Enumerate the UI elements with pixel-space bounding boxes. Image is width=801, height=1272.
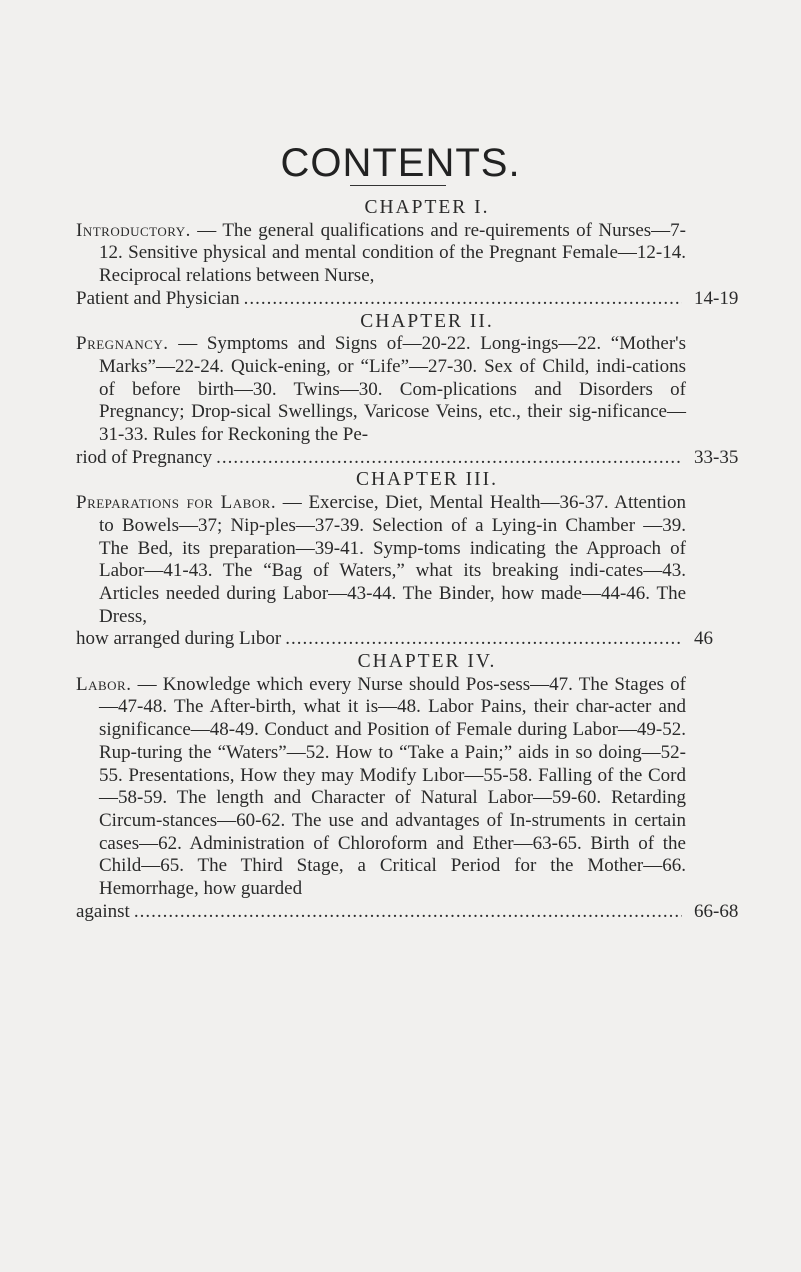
entry-last-text: riod of Pregnancy — [76, 446, 213, 468]
chapter-heading: CHAPTER I. — [364, 197, 490, 218]
entry-last-text: against — [76, 900, 130, 922]
title-rule — [350, 185, 446, 186]
page-range: 66-68 — [694, 900, 739, 922]
table-of-contents — [76, 197, 766, 924]
entry-last-line — [76, 900, 686, 924]
leader-dots — [216, 447, 682, 470]
entry-text: — Exercise, Diet, Mental Health—36-37. Attention to Bowels—37; Nip-ples—37-39. Selection of a Lying-in Chamber —39. The Bed, its preparation—39-41. Symp-toms indicating the Approach of Labor—41-43. The “Bag of Waters,” what its breaking indi-cates—43. Articles needed during Labor—43-44. The Binder, how made—44-46. The Dress, — [99, 492, 686, 627]
leader-dots — [134, 901, 682, 924]
page-title: CONTENTS. — [280, 141, 521, 185]
leader-dots — [285, 628, 682, 651]
toc-entry — [76, 333, 766, 469]
entry-text: — The general qualifications and re-quirements of Nurses—7-12. Sensitive physical and mental condition of the Pregnant Female—12-14. Reciprocal relations between Nurse, — [99, 219, 686, 287]
toc-entry — [76, 220, 766, 311]
page-range: 14-19 — [694, 287, 739, 309]
entry-lead: Introductory. — [76, 219, 191, 241]
toc-entry — [76, 674, 766, 924]
entry-text: — Symptoms and Signs of—20-22. Long-ings—22. “Mother's Marks”—22-24. Quick-ening, or “Life”—27-30. Sex of Child, indi-cations of before birth—30. Twins—30. Com-plications and Disorders of Pregnancy; Drop-sical Swellings, Varicose Veins, etc., their sig-nificance—31-33. Rules for Reckoning the Pe- — [99, 333, 686, 446]
toc-entry — [76, 492, 766, 651]
entry-last-line — [76, 628, 686, 651]
entry-last-line — [76, 446, 686, 470]
chapter-heading: CHAPTER II. — [360, 310, 494, 332]
entry-last-line — [76, 287, 686, 311]
page-range: 46 — [694, 628, 713, 650]
entry-lead: Labor. — [76, 673, 132, 695]
page-range: 33-35 — [694, 446, 739, 468]
chapter-heading: CHAPTER III. — [355, 469, 499, 491]
chapter-heading: CHAPTER IV. — [357, 651, 497, 673]
leader-dots — [244, 288, 682, 311]
entry-lead: Pregnancy. — [76, 333, 169, 355]
entry-last-text: how arranged during Lıbor — [76, 628, 282, 650]
entry-lead: Preparations for Labor. — [76, 492, 277, 514]
entry-last-text: Patient and Physician — [76, 287, 240, 309]
entry-text: — Knowledge which every Nurse should Pos-sess—47. The Stages of—47-48. The After-birth, what it is—48. Labor Pains, their char-acter and significance—48-49. Conduct and Position of Female during Labor—49-52. Rup-turing the “Waters”—52. How to “Take a Pain;” aids in so doing—52-55. Presentations, How they may Modify Lıbor—55-58. Falling of the Cord—58-59. The length and Character of Natural Labor—59-60. Retarding Circum-stances—60-62. The use and advantages of In-struments in certain cases—62. Administration of Chloroform and Ether—63-65. Birth of the Child—65. The Third Stage, a Critical Period for the Mother—66. Hemorrhage, how guarded — [99, 673, 686, 900]
